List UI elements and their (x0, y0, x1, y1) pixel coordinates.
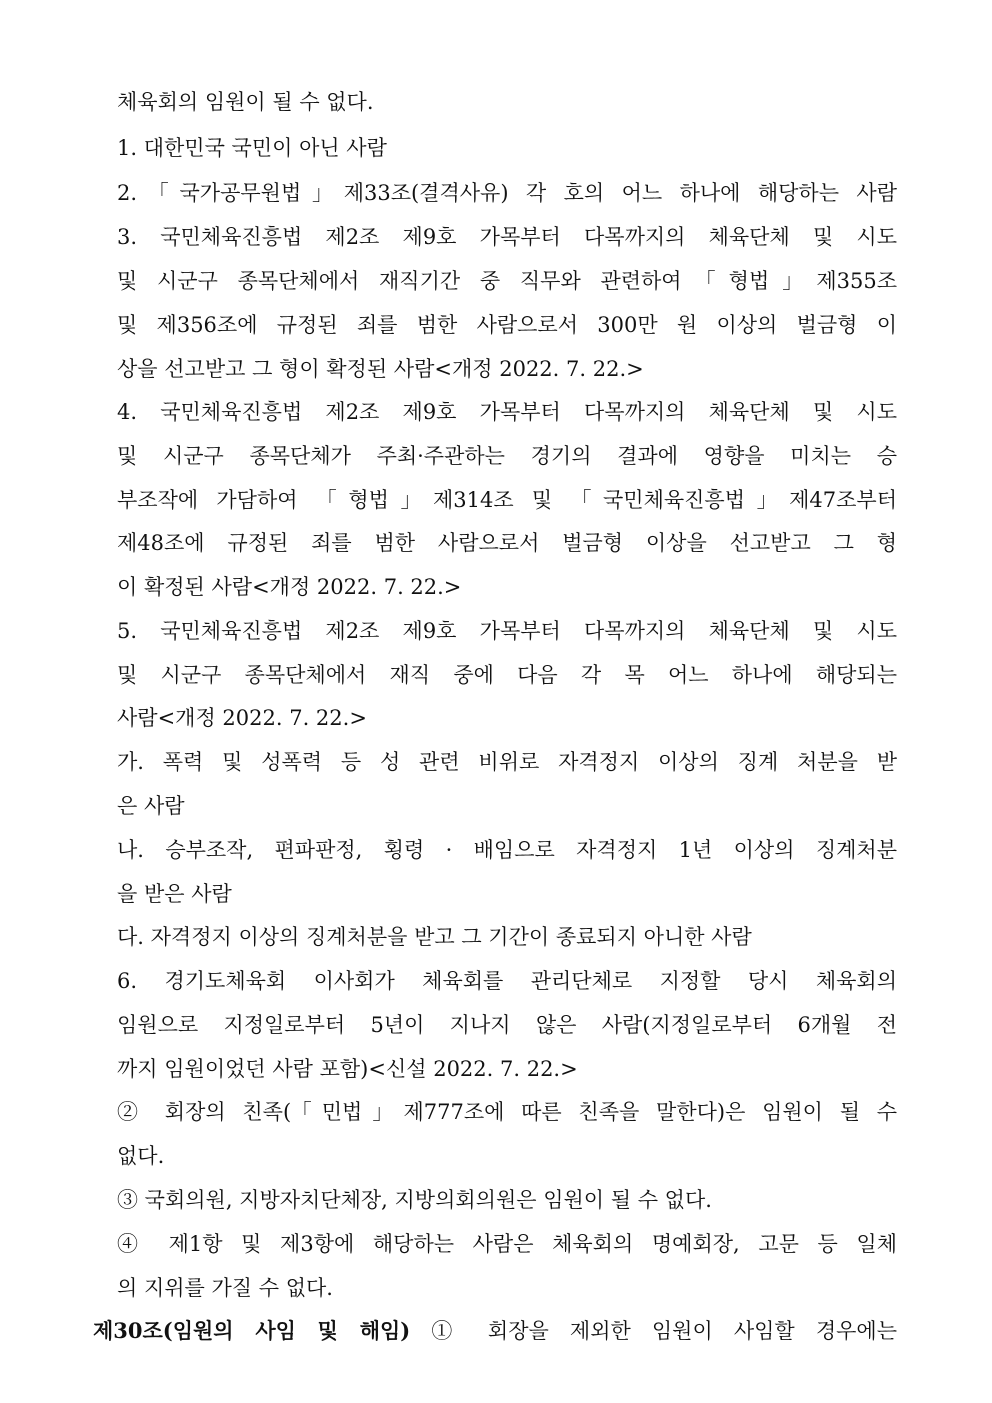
text-line: ③ 국회의원, 지방자치단체장, 지방의회의원은 임원이 될 수 없다. (117, 1188, 712, 1212)
text-line: 3. 국민체육진흥법 제2조 제9호 가목부터 다목까지의 체육단체 및 시도 (117, 225, 897, 249)
text-line: 까지 임원이었던 사람 포함)<신설 2022. 7. 22.> (117, 1057, 578, 1081)
text-line: 및 제356조에 규정된 죄를 범한 사람으로서 300만 원 이상의 벌금형 이 (117, 313, 897, 337)
text-line: 부조작에 가담하여 「형법」제314조 및 「국민체육진흥법」제47조부터 (117, 488, 897, 512)
text-line: 다. 자격정지 이상의 징계처분을 받고 그 기간이 종료되지 아니한 사람 (117, 925, 752, 949)
text-line: 6. 경기도체육회 이사회가 체육회를 관리단체로 지정할 당시 체육회의 (117, 969, 897, 993)
text-line: 이 확정된 사람<개정 2022. 7. 22.> (117, 575, 462, 599)
text-line: 없다. (117, 1144, 165, 1168)
text-line: 5. 국민체육진흥법 제2조 제9호 가목부터 다목까지의 체육단체 및 시도 (117, 619, 897, 643)
text-line: 및 시군구 종목단체에서 재직기간 중 직무와 관련하여「형법」제355조 (117, 269, 897, 293)
text-line: 2.「국가공무원법」제33조(결격사유) 각 호의 어느 하나에 해당하는 사람 (117, 181, 897, 205)
text-line: ④ 제1항 및 제3항에 해당하는 사람은 체육회의 명예회장, 고문 등 일체 (117, 1232, 897, 1256)
text-line: 제48조에 규정된 죄를 범한 사람으로서 벌금형 이상을 선고받고 그 형 (117, 531, 897, 555)
text-line: 및 시군구 종목단체가 주최·주관하는 경기의 결과에 영향을 미치는 승 (117, 444, 897, 468)
text-line: 임원으로 지정일로부터 5년이 지나지 않은 사람(지정일로부터 6개월 전 (117, 1013, 897, 1037)
article-30-heading: 제30조(임원의 사임 및 해임) (93, 1318, 411, 1343)
text-line: 나. 승부조작, 편파판정, 횡령 · 배임으로 자격정지 1년 이상의 징계처분 (117, 838, 897, 862)
article-30-line (93, 1316, 897, 1346)
text-line: 체육회의 임원이 될 수 없다. (117, 90, 374, 114)
text-line: 가. 폭력 및 성폭력 등 성 관련 비위로 자격정지 이상의 징계 처분을 받 (117, 750, 897, 774)
text-line: ② 회장의 친족(「민법」제777조에 따른 친족을 말한다)은 임원이 될 수 (117, 1100, 897, 1124)
text-line: 상을 선고받고 그 형이 확정된 사람<개정 2022. 7. 22.> (117, 357, 644, 381)
text-line: 을 받은 사람 (117, 882, 232, 906)
text-line: 및 시군구 종목단체에서 재직 중에 다음 각 목 어느 하나에 해당되는 (117, 663, 897, 687)
text-line: 1. 대한민국 국민이 아닌 사람 (117, 136, 387, 160)
text-line: 의 지위를 가질 수 없다. (117, 1276, 333, 1300)
article-30-text: ① 회장을 제외한 임원이 사임할 경우에는 (410, 1319, 897, 1343)
text-line: 4. 국민체육진흥법 제2조 제9호 가목부터 다목까지의 체육단체 및 시도 (117, 400, 897, 424)
text-line: 은 사람 (117, 794, 185, 818)
text-line: 사람<개정 2022. 7. 22.> (117, 706, 367, 730)
